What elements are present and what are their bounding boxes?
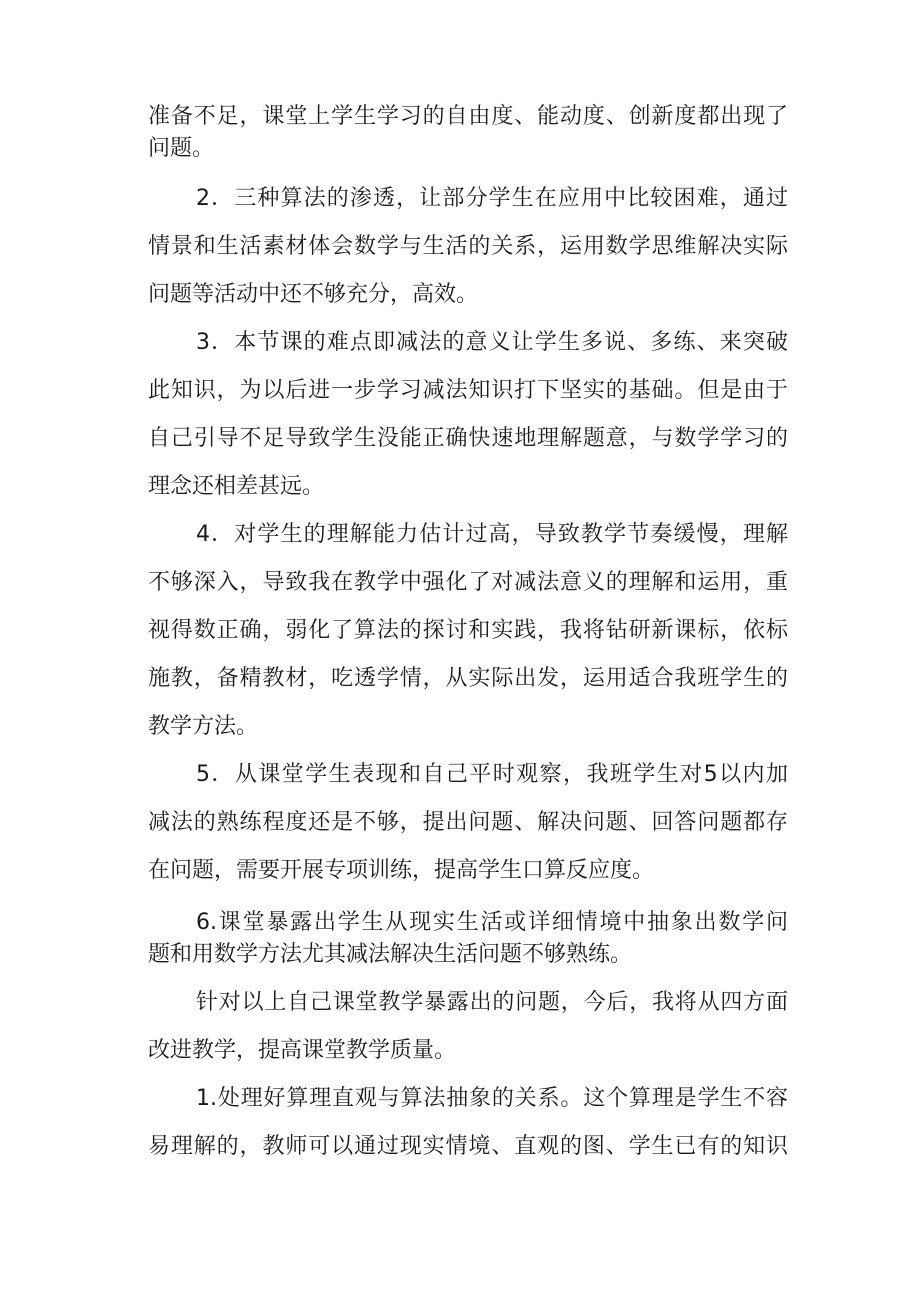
paragraph-3-line-3: 自己引导不足导致学生没能正确快速地理解题意，与数学学习的: [148, 426, 788, 451]
paragraph-7-line-2: 改进教学，提高课堂教学质量。: [148, 1038, 457, 1063]
paragraph-2-line-2: 情景和生活素材体会数学与生活的关系，运用数学思维解决实际: [148, 234, 788, 259]
paragraph-6-line-2: 题和用数学方法尤其减法解决生活问题不够熟练。: [148, 942, 633, 967]
paragraph-5-line-2: 减法的熟练程度还是不够，提出问题、解决问题、回答问题都存: [148, 810, 788, 835]
paragraph-2-line-1: 2．三种算法的渗透，让部分学生在应用中比较困难，通过: [196, 186, 788, 211]
paragraph-4-line-2: 不够深入，导致我在教学中强化了对减法意义的理解和运用，重: [148, 570, 788, 595]
paragraph-8-line-2: 易理解的，教师可以通过现实情境、直观的图、学生已有的知识: [148, 1134, 788, 1159]
paragraph-3-line-2: 此知识，为以后进一步学习减法知识打下坚实的基础。但是由于: [148, 378, 788, 403]
paragraph-1-line-2: 问题。: [148, 136, 215, 161]
paragraph-4-line-1: 4．对学生的理解能力估计过高，导致教学节奏缓慢，理解: [196, 522, 788, 547]
paragraph-2-line-3: 问题等活动中还不够充分，高效。: [148, 282, 479, 307]
paragraph-1-line-1: 准备不足，课堂上学生学习的自由度、能动度、创新度都出现了: [148, 104, 788, 129]
paragraph-7-line-1: 针对以上自己课堂教学暴露出的问题，今后，我将从四方面: [196, 990, 788, 1015]
paragraph-4-line-5: 教学方法。: [148, 714, 259, 739]
paragraph-5-line-3: 在问题，需要开展专项训练，提高学生口算反应度。: [148, 858, 655, 883]
paragraph-3-line-1: 3．本节课的难点即减法的意义让学生多说、多练、来突破: [196, 330, 788, 355]
paragraph-3-line-4: 理念还相差甚远。: [148, 474, 325, 499]
paragraph-8-line-1: 1.处理好算理直观与算法抽象的关系。这个算理是学生不容: [196, 1086, 788, 1111]
paragraph-6-line-1: 6.课堂暴露出学生从现实生活或详细情境中抽象出数学问: [196, 910, 788, 935]
paragraph-4-line-3: 视得数正确，弱化了算法的探讨和实践，我将钻研新课标，依标: [148, 618, 788, 643]
paragraph-4-line-4: 施教，备精教材，吃透学情，从实际出发，运用适合我班学生的: [148, 666, 788, 691]
paragraph-5-line-1: 5．从课堂学生表现和自己平时观察，我班学生对5以内加: [196, 762, 788, 787]
